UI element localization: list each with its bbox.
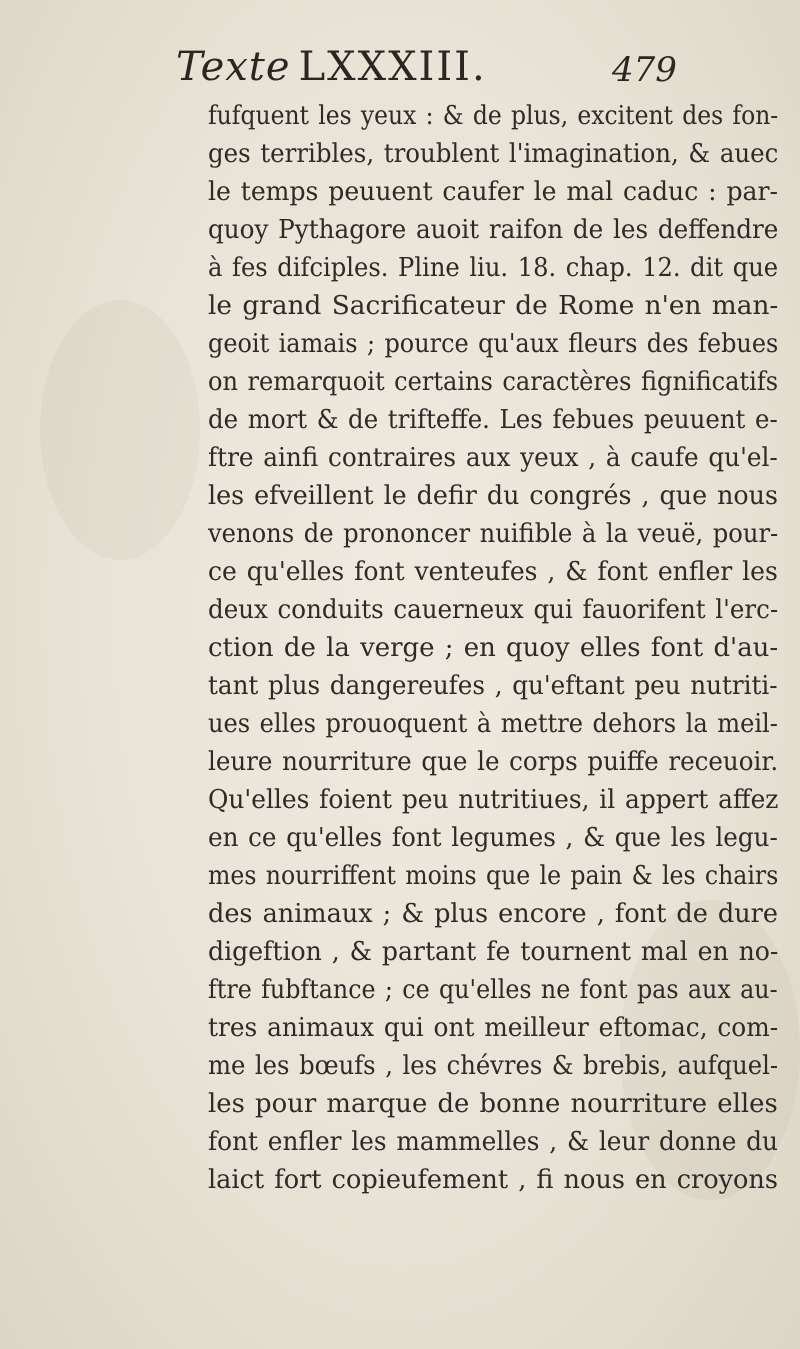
text-line: on remarquoit certains caractères fignificatifs xyxy=(208,367,779,397)
text-line: ftre ainfi contraires aux yeux , à caufe qu'el- xyxy=(208,443,778,473)
text-line: les pour marque de bonne nourriture elles xyxy=(208,1089,778,1119)
text-line: laict fort copieufement , fi nous en croyons xyxy=(208,1165,778,1195)
text-line: de mort & de trifteffe. Les febues peuuent e- xyxy=(208,405,778,435)
text-line: geoit iamais ; pource qu'aux fleurs des febues xyxy=(208,329,779,359)
text-line: leure nourriture que le corps puiffe receuoir. xyxy=(208,747,779,777)
running-head-caps: LXXXIII. xyxy=(298,44,487,90)
text-line: tres animaux qui ont meilleur eftomac, com- xyxy=(208,1013,779,1043)
text-line: venons de prononcer nuifible à la veuë, pour- xyxy=(208,519,779,549)
text-line: les efveillent le defir du congrés , que nous xyxy=(208,481,778,511)
page-number: 479 xyxy=(612,50,677,90)
text-line: me les bœufs , les chévres & brebis, aufquel- xyxy=(208,1051,779,1081)
text-line: ction de la verge ; en quoy elles font d'au- xyxy=(208,633,779,663)
text-line: des animaux ; & plus encore , font de dure xyxy=(208,899,778,929)
text-line: digeftion , & partant fe tournent mal en no- xyxy=(208,937,779,967)
text-line: fufquent les yeux : & de plus, excitent des fon- xyxy=(208,101,779,131)
text-line: à fes difciples. Pline liu. 18. chap. 12. dit que xyxy=(208,253,779,283)
running-head xyxy=(0,40,800,100)
text-line: ues elles prouoquent à mettre dehors la meil- xyxy=(208,709,778,739)
text-line: font enfler les mammelles , & leur donne du xyxy=(208,1127,778,1157)
text-line: le temps peuuent caufer le mal caduc : par- xyxy=(208,177,778,207)
running-head-italic: Texte xyxy=(176,44,291,90)
text-line: tant plus dangereufes , qu'eftant peu nutriti- xyxy=(208,671,778,701)
running-head-title xyxy=(176,44,487,90)
text-line: ftre fubftance ; ce qu'elles ne font pas aux au- xyxy=(208,975,778,1005)
text-line: deux conduits cauerneux qui fauorifent l'erc- xyxy=(208,595,779,625)
paper-stain xyxy=(40,300,200,560)
text-line: le grand Sacrificateur de Rome n'en man- xyxy=(208,291,779,321)
text-line: mes nourriffent moins que le pain & les chairs xyxy=(208,861,779,891)
text-line: quoy Pythagore auoit raifon de les deffendre xyxy=(208,215,779,245)
text-line: ges terribles, troublent l'imagination, & auec xyxy=(208,139,779,169)
text-line: Qu'elles foient peu nutritiues, il appert affez xyxy=(208,785,779,815)
text-line: ce qu'elles font venteufes , & font enfler les xyxy=(208,557,778,587)
text-line: en ce qu'elles font legumes , & que les legu- xyxy=(208,823,778,853)
